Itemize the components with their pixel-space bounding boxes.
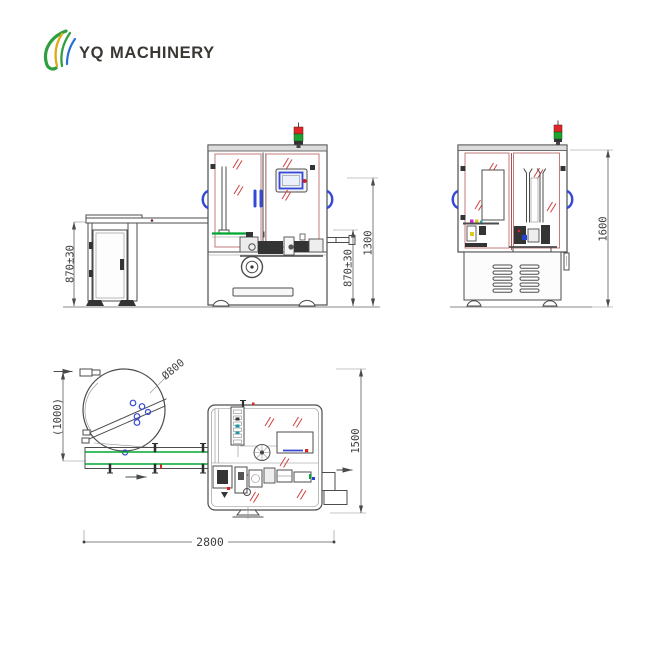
top-cabinet [208,401,322,520]
top-conveyor [85,444,216,478]
door-hinge [89,242,93,249]
top-infeed [54,369,100,376]
dim-text-side-height: 1600 [597,216,610,242]
hmi-stop-button [303,179,307,183]
side-view [450,121,613,307]
dim-infeed-ref [52,372,86,461]
door-handle-right [567,191,572,208]
front-cabinet [203,123,355,306]
logo [46,31,215,69]
dim-text-front-right: 870±30 [342,249,355,287]
star-wheel [254,445,270,461]
top-view [52,357,366,549]
side-lower-cabinet [464,252,561,300]
door-handle-left [453,191,458,208]
front-recess [233,288,293,296]
dim-text-front-left: 870±30 [64,245,77,283]
logo-company: YQ [79,44,105,62]
dim-side-height [570,150,613,307]
dim-text-top-width: 1500 [350,428,363,454]
discharge-shaft [327,236,355,245]
dim-text-front-total: 1300 [362,230,375,256]
front-signal-tower-icon [294,123,303,148]
dim-text-turntable-diameter: Ø800 [159,356,187,383]
side-cabinet [453,121,573,306]
door-hinge [89,270,93,277]
machine-foot [467,301,481,306]
logo-name: MACHINERY [110,44,215,62]
top-outfeed [322,470,352,505]
signal-red-lamp [294,127,303,134]
logo-leaf-icon [46,31,75,69]
machine-foot [543,301,557,306]
hmi-panel [276,169,307,192]
door-handle [120,259,124,270]
door-handle-left [203,191,208,208]
dim-top-length [83,530,336,549]
signal-red-lamp [554,125,562,132]
signal-green-lamp [294,134,303,141]
dim-text-top-length: 2800 [196,535,224,549]
handwheel [242,257,263,278]
dim-front-left-height [65,222,86,306]
hmi-screen [280,173,303,189]
dim-text-infeed-ref: (1000) [52,398,65,436]
front-view [63,123,380,307]
hmi-panel-top [277,432,313,453]
door-handle-right [327,191,332,208]
front-infeed-table [86,215,213,306]
side-signal-tower-icon [554,121,562,145]
signal-green-lamp [554,132,562,139]
